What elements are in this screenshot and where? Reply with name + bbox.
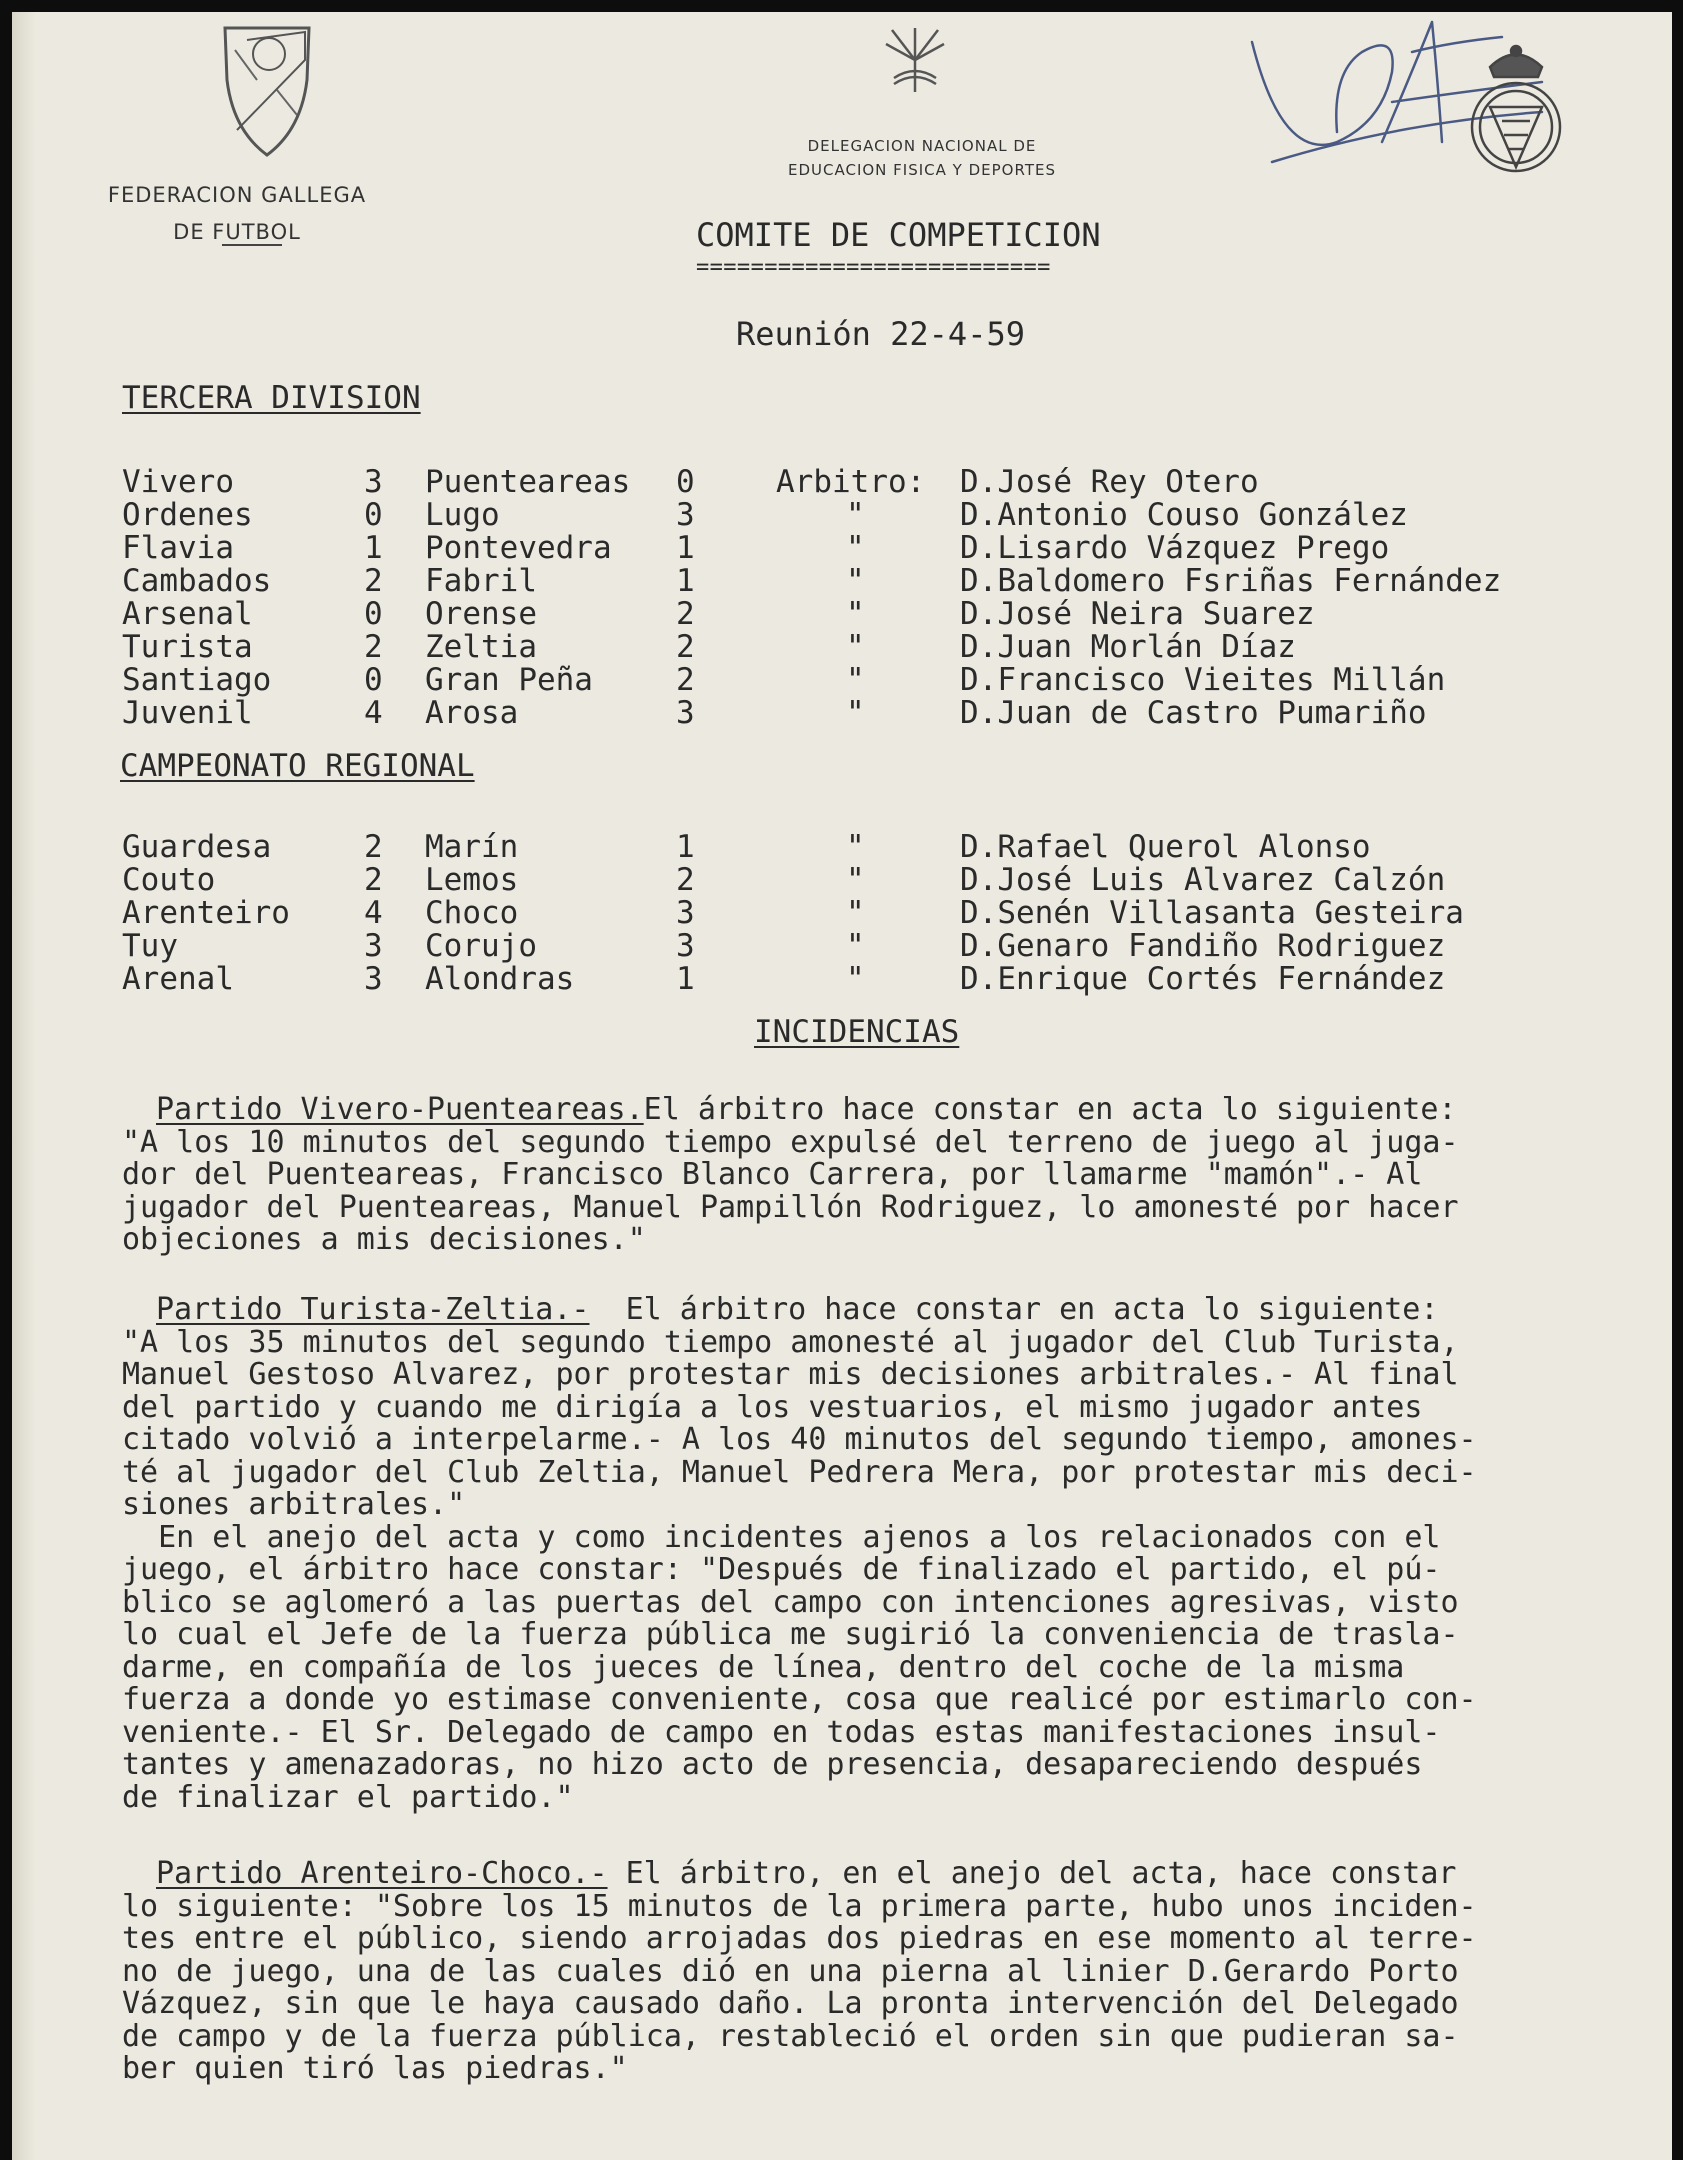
incident-paragraph (122, 1294, 1662, 1814)
incident-line (122, 1489, 1662, 1522)
delegation-line-2: EDUCACION FISICA Y DEPORTES (788, 161, 1056, 179)
away-score: 1 (676, 829, 695, 865)
home-score: 2 (364, 629, 383, 665)
referee-name: D.José Luis Alvarez Calzón (960, 862, 1446, 898)
away-team: Marín (425, 829, 519, 865)
match-row (12, 530, 1672, 564)
referee-name: D.Genaro Fandiño Rodriguez (960, 928, 1446, 964)
incident-text: En el anejo del acta y como incidentes ajenos a los relacionados con el (122, 1519, 1441, 1555)
home-score: 1 (364, 530, 383, 566)
incident-line (122, 1159, 1662, 1192)
document-page (12, 12, 1672, 2160)
match-row (12, 464, 1672, 498)
home-score: 4 (364, 895, 383, 931)
away-score: 3 (676, 895, 695, 931)
away-team: Puenteareas (425, 464, 631, 500)
match-row (12, 497, 1672, 531)
incident-text: no de juego, una de las cuales dió en una pierna al linier D.Gerardo Porto (122, 1953, 1459, 1989)
incident-text: tes entre el público, siendo arrojadas dos piedras en ese momento al terre- (122, 1921, 1477, 1956)
delegation-name (772, 134, 1072, 182)
incident-text: tantes y amenazadoras, no hizo acto de presencia, desapareciendo después (122, 1747, 1423, 1782)
match-row (12, 928, 1672, 962)
away-team: Fabril (425, 563, 537, 599)
referee-name: D.Juan de Castro Pumariño (960, 695, 1427, 731)
match-row (12, 961, 1672, 995)
section-heading-incidencias: INCIDENCIAS (754, 1014, 960, 1050)
incident-line (122, 1424, 1662, 1457)
match-row (12, 629, 1672, 663)
incident-text: Vázquez, sin que le haya causado daño. La pronta intervención del Delegado (122, 1986, 1459, 2021)
incident-paragraph (122, 1858, 1662, 2086)
incident-text: lo cual el Jefe de la fuerza pública me sugirió la conveniencia de trasla- (122, 1617, 1459, 1652)
away-score: 2 (676, 596, 695, 632)
arbitro-label: " (846, 563, 865, 599)
referee-name: D.Lisardo Vázquez Prego (960, 530, 1390, 566)
yoke-arrows-emblem (880, 20, 950, 98)
incident-line (122, 1684, 1662, 1717)
match-row (12, 695, 1672, 729)
incident-title: Partido Vivero-Puenteareas. (156, 1092, 644, 1127)
away-score: 3 (676, 928, 695, 964)
home-score: 4 (364, 695, 383, 731)
incident-text: blico se aglomeró a las puertas del campo con intenciones agresivas, visto (122, 1584, 1459, 1620)
incident-text: El árbitro hace constar en acta lo siguiente: (589, 1292, 1439, 1327)
referee-name: D.Francisco Vieites Millán (960, 662, 1446, 698)
incident-text: "A los 10 minutos del segundo tiempo expulsé del terreno de juego al juga- (122, 1124, 1459, 1160)
arbitro-label: " (846, 895, 865, 931)
referee-name: D.José Rey Otero (960, 464, 1259, 500)
incident-line (122, 1519, 1662, 1555)
home-team: Tuy (122, 928, 178, 964)
incident-text: citado volvió a interpelarme.- A los 40 minutos del segundo tiempo, amones- (122, 1422, 1477, 1457)
incident-line (122, 1324, 1662, 1360)
match-row (12, 563, 1672, 597)
home-team: Turista (122, 629, 253, 665)
incident-text: jugador del Puenteareas, Manuel Pampillón Rodriguez, lo amonesté por hacer (122, 1189, 1459, 1225)
away-score: 1 (676, 530, 695, 566)
incident-line (122, 2018, 1662, 2054)
home-team: Guardesa (122, 829, 272, 865)
federation-name (107, 177, 367, 251)
referee-name: D.Juan Morlán Díaz (960, 629, 1296, 665)
incident-line (122, 1584, 1662, 1620)
incident-line (122, 1749, 1662, 1782)
home-team: Flavia (122, 530, 234, 566)
federation-crest-logo (217, 20, 317, 160)
arbitro-label: " (846, 530, 865, 566)
arbitro-label: Arbitro: (776, 464, 926, 500)
home-team: Arsenal (122, 596, 253, 632)
incident-line (122, 1923, 1662, 1956)
document-title: COMITE DE COMPETICION (696, 216, 1101, 254)
incident-line (122, 1094, 1662, 1127)
incident-title: Partido Turista-Zeltia.- (156, 1292, 590, 1327)
arbitro-label: " (846, 596, 865, 632)
incident-text: "A los 35 minutos del segundo tiempo amonesté al jugador del Club Turista, (122, 1324, 1459, 1360)
away-team: Gran Peña (425, 662, 593, 698)
title-underline-rule: ========================== (696, 255, 1051, 280)
away-score: 0 (676, 464, 695, 500)
match-row (12, 862, 1672, 896)
meeting-date: Reunión 22-4-59 (736, 315, 1025, 353)
home-score: 0 (364, 596, 383, 632)
away-score: 3 (676, 695, 695, 731)
incident-text: juego, el árbitro hace constar: "Después de finalizado el partido, el pú- (122, 1552, 1441, 1587)
incident-text: objeciones a mis decisiones." (122, 1222, 646, 1257)
arbitro-label: " (846, 961, 865, 997)
incident-text: de campo y de la fuerza pública, restableció el orden sin que pudieran sa- (122, 2018, 1459, 2054)
away-score: 3 (676, 497, 695, 533)
home-team: Santiago (122, 662, 272, 698)
arbitro-label: " (846, 497, 865, 533)
away-team: Zeltia (425, 629, 537, 665)
referee-name: D.José Neira Suarez (960, 596, 1315, 632)
delegation-line-1: DELEGACION NACIONAL DE (807, 137, 1037, 155)
referee-name: D.Antonio Couso González (960, 497, 1408, 533)
home-score: 3 (364, 464, 383, 500)
incident-title: Partido Arenteiro-Choco.- (156, 1856, 608, 1891)
incident-line (122, 1779, 1662, 1815)
match-row (12, 662, 1672, 696)
section-heading-campeonato-regional: CAMPEONATO REGIONAL (120, 748, 475, 784)
away-score: 1 (676, 563, 695, 599)
incident-text: dor del Puenteareas, Francisco Blanco Carrera, por llamarme "mamón".- Al (122, 1157, 1423, 1192)
arbitro-label: " (846, 928, 865, 964)
away-team: Alondras (425, 961, 575, 997)
match-row (12, 829, 1672, 863)
section-heading-tercera-division: TERCERA DIVISION (122, 380, 421, 416)
away-score: 2 (676, 662, 695, 698)
home-team: Ordenes (122, 497, 253, 533)
incident-line (122, 1554, 1662, 1587)
incident-text: El árbitro hace constar en acta lo siguiente: (643, 1092, 1457, 1127)
incident-text: El árbitro, en el anejo del acta, hace constar (607, 1856, 1457, 1891)
incident-line (122, 1294, 1662, 1327)
incident-paragraph (122, 1094, 1662, 1257)
incident-text: ber quien tiró las piedras." (122, 2051, 628, 2086)
incident-text: Manuel Gestoso Alvarez, por protestar mis decisiones arbitrales.- Al final (122, 1357, 1459, 1392)
home-team: Juvenil (122, 695, 253, 731)
home-score: 0 (364, 662, 383, 698)
incident-line (122, 1858, 1662, 1891)
arbitro-label: " (846, 862, 865, 898)
incident-line (122, 1359, 1662, 1392)
home-team: Cambados (122, 563, 272, 599)
incident-text: de finalizar el partido." (122, 1779, 574, 1815)
home-score: 2 (364, 862, 383, 898)
incident-line (122, 1988, 1662, 2021)
incident-line (122, 1619, 1662, 1652)
away-team: Corujo (425, 928, 537, 964)
away-team: Lemos (425, 862, 519, 898)
away-score: 2 (676, 629, 695, 665)
federation-line-1: FEDERACION GALLEGA (107, 183, 367, 207)
arbitro-label: " (846, 662, 865, 698)
incident-line (122, 2053, 1662, 2086)
federation-rule-divider (222, 244, 282, 246)
incident-text: darme, en compañía de los jueces de línea, dentro del coche de la misma (122, 1649, 1405, 1685)
away-team: Lugo (425, 497, 500, 533)
arbitro-label: " (846, 829, 865, 865)
away-score: 1 (676, 961, 695, 997)
away-score: 2 (676, 862, 695, 898)
home-team: Vivero (122, 464, 234, 500)
match-row (12, 895, 1672, 929)
incident-text: siones arbitrales." (122, 1487, 466, 1522)
incident-line (122, 1389, 1662, 1425)
incident-text: del partido y cuando me dirigía a los vestuarios, el mismo jugador antes (122, 1389, 1423, 1425)
referee-name: D.Rafael Querol Alonso (960, 829, 1371, 865)
incident-line (122, 1124, 1662, 1160)
incident-line (122, 1189, 1662, 1225)
home-score: 3 (364, 928, 383, 964)
away-team: Choco (425, 895, 519, 931)
federation-line-2: DE FUTBOL (173, 220, 301, 244)
referee-name: D.Baldomero Fsriñas Fernández (960, 563, 1502, 599)
away-team: Arosa (425, 695, 519, 731)
incident-line (122, 1224, 1662, 1257)
incident-text: fuerza a donde yo estimase conveniente, cosa que realicé por estimarlo con- (122, 1682, 1477, 1717)
incident-line (122, 1649, 1662, 1685)
referee-name: D.Senén Villasanta Gesteira (960, 895, 1464, 931)
incident-line (122, 1454, 1662, 1490)
incident-line (122, 1953, 1662, 1989)
away-team: Pontevedra (425, 530, 612, 566)
incident-line (122, 1714, 1662, 1750)
home-team: Couto (122, 862, 216, 898)
home-score: 2 (364, 829, 383, 865)
incident-text: lo siguiente: "Sobre los 15 minutos de la primera parte, hubo unos inciden- (122, 1888, 1477, 1924)
home-score: 0 (364, 497, 383, 533)
spanish-federation-crest-logo (1460, 37, 1572, 187)
home-team: Arenal (122, 961, 234, 997)
arbitro-label: " (846, 695, 865, 731)
incident-text: té al jugador del Club Zeltia, Manuel Pedrera Mera, por protestar mis deci- (122, 1454, 1477, 1490)
referee-name: D.Enrique Cortés Fernández (960, 961, 1446, 997)
away-team: Orense (425, 596, 537, 632)
incident-text: veniente.- El Sr. Delegado de campo en todas estas manifestaciones insul- (122, 1714, 1441, 1750)
incident-line (122, 1888, 1662, 1924)
match-row (12, 596, 1672, 630)
home-team: Arenteiro (122, 895, 290, 931)
arbitro-label: " (846, 629, 865, 665)
home-score: 2 (364, 563, 383, 599)
home-score: 3 (364, 961, 383, 997)
